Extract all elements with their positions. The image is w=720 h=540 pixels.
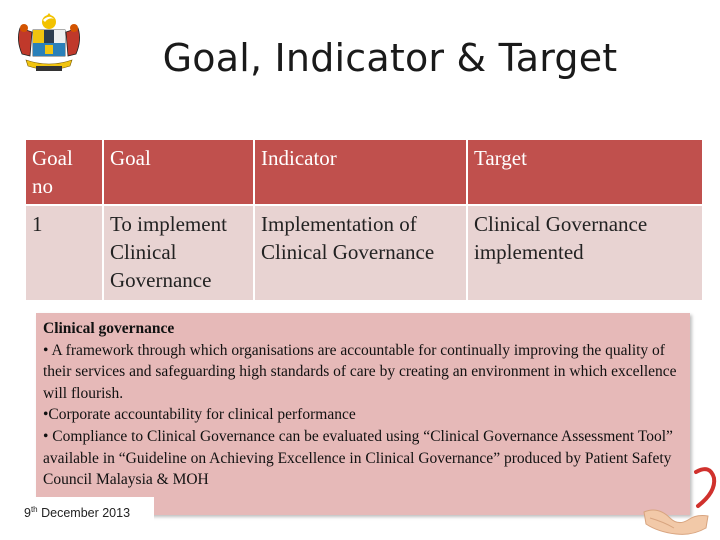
malaysia-coat-of-arms-logo bbox=[12, 10, 86, 76]
clinical-governance-note bbox=[36, 313, 690, 515]
slide-title: Goal, Indicator & Target bbox=[162, 36, 618, 80]
header-goal: Goal bbox=[103, 139, 254, 205]
note-heading: Clinical governance bbox=[43, 320, 175, 337]
cell-goal-no: 1 bbox=[25, 205, 103, 301]
cell-target: Clinical Governance implemented bbox=[467, 205, 703, 301]
cell-indicator: Implementation of Clinical Governance bbox=[254, 205, 467, 301]
header-target: Target bbox=[467, 139, 703, 205]
note-line-accountability: •Corporate accountability for clinical performance bbox=[43, 406, 356, 424]
footer-date-day: 9 bbox=[24, 506, 31, 521]
table-row bbox=[25, 205, 703, 301]
note-line-framework: • A framework through which organisations are accountable for continually improving the quality of their services and safeguarding high standards of care by creating an environment in which excellence will flourish. bbox=[43, 341, 677, 402]
header-goal-no: Goal no bbox=[25, 139, 103, 205]
footer-date-rest: December 2013 bbox=[37, 506, 131, 521]
cell-goal: To implement Clinical Governance bbox=[103, 205, 254, 301]
goal-indicator-table bbox=[24, 138, 704, 302]
hands-heart-logo bbox=[636, 462, 720, 540]
table-header-row bbox=[25, 139, 703, 205]
header-indicator: Indicator bbox=[254, 139, 467, 205]
note-line-compliance: • Compliance to Clinical Governance can be evaluated using “Clinical Governance Assessment Tool” available in “Guideline on Achieving Excellence in Clinical Governance” produced by Patient Safety Council Malaysia & MOH bbox=[43, 427, 673, 489]
footer-date bbox=[16, 497, 154, 523]
footer-date-ordinal: th bbox=[30, 505, 38, 514]
